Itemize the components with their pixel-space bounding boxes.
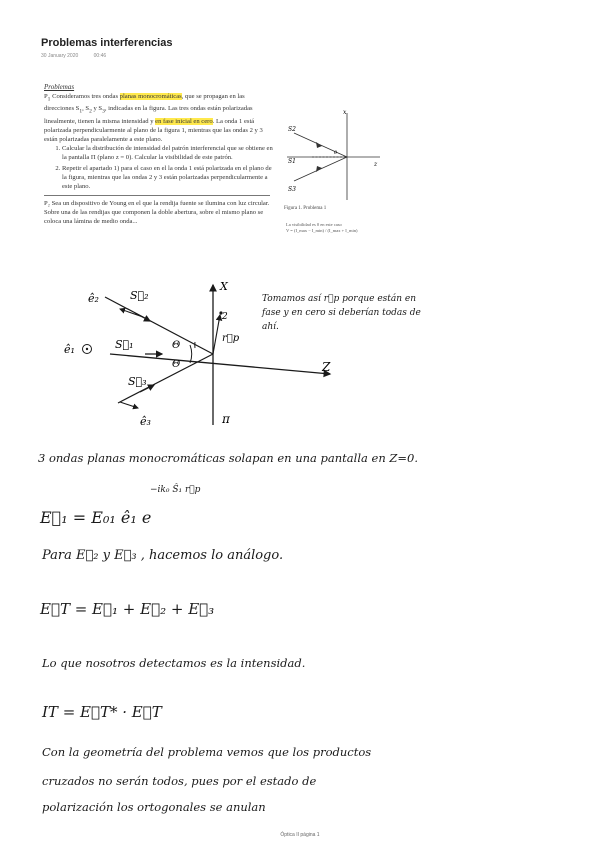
problem-2-text: P₂ Sea un dispositivo de Young en el que la rendija fuente se ilumina con luz circular. Sobre una de las rendijas que componen la doble abertura, sobre el mismo plano se coloca una lámina de medio onda... xyxy=(44,199,270,225)
handwritten-line-7: Con la geometría del problema vemos que los productos xyxy=(42,745,372,759)
p1-text-f: . La onda 1 está polarizada perpendicularmente al plano de la figura 1, mientras que las ondas 2 y 3 están polarizadas paralelamente a este plano. xyxy=(44,117,263,143)
handwritten-line-1: 3 ondas planas monocromáticas solapan en una pantalla en Z=0. xyxy=(38,451,418,465)
handwritten-line-6: IT = E⃗T* · E⃗T xyxy=(42,703,162,721)
highlight-monochromatic: planas monocromáticas xyxy=(119,93,182,100)
p1-text-c: , S xyxy=(82,105,90,113)
page-meta xyxy=(41,53,120,59)
diagram-label-x: X xyxy=(220,280,228,293)
handwritten-note-rp: Tomamos así r⃗p porque están en fase y en cero si deberían todas de ahí. xyxy=(262,294,421,332)
handwritten-line-5: Lo que nosotros detectamos es la intensidad. xyxy=(42,656,306,670)
small-figure-note xyxy=(286,222,358,234)
handwritten-line-8: cruzados no serán todos, pues por el estado de xyxy=(42,774,317,788)
small-fig-z: z xyxy=(374,161,378,168)
diagram-rp-vector xyxy=(213,315,220,354)
p1-text-b: , que se propagan en las direcciones S xyxy=(44,93,245,113)
page-date: 30 January 2020 xyxy=(41,53,79,59)
diagram-label-e3: ê₃ xyxy=(140,415,151,428)
small-fig-theta: θ xyxy=(334,150,338,156)
small-fig-x: x xyxy=(343,109,347,116)
problem-1-items xyxy=(44,144,274,191)
diagram-label-theta-top: Θ xyxy=(172,340,181,351)
divider xyxy=(44,195,270,196)
handwritten-exponent: −ik₀ Ŝ₁ r⃗p xyxy=(150,485,201,495)
diagram-label-z: Z xyxy=(322,360,331,374)
diagram-label-e2: ê₂ xyxy=(88,292,99,305)
small-figure-caption: Figura 1. Problema 1 xyxy=(284,206,327,211)
p1-text-e: , indicadas en la figura. Las tres ondas están polarizadas linealmente, tienen la misma intensidad y xyxy=(44,105,253,125)
page-footer: Óptica II página 1 xyxy=(280,832,320,838)
diagram-label-rp: r⃗p xyxy=(222,333,240,344)
problem-1-text: $P_1$ Consideramos tres ondas planas monocromáticas, que se propagan en las direcciones $S_1$, $S_2$ y $S_3$, indicadas en la figura. Las tres ondas están polarizadas linealmente, tienen la misma intensidad y en fase inicial en cero. La onda 1 está polarizada perpendicularmente al plano de la figura 1, mientras que las ondas 2 y 3 están polarizadas paralelamente a este plano. xyxy=(44,93,263,143)
diagram-label-s2: S⃗₂ xyxy=(130,289,149,302)
page-title: Problemas interferencias xyxy=(41,37,173,49)
diagram-e3-vector xyxy=(120,402,138,408)
handwritten-line-3: Para E⃗₂ y E⃗₃ , hacemos lo análogo. xyxy=(42,548,284,563)
diagram-label-two: 2 xyxy=(222,312,228,322)
small-fig-s1: S1 xyxy=(288,158,296,165)
handwritten-line-2: E⃗₁ = E₀₁ ê₁ e xyxy=(40,508,152,527)
p1-text-d: y S xyxy=(91,105,103,113)
p1-prefix: P xyxy=(44,93,48,100)
diagram-e2-vector xyxy=(120,309,143,317)
small-figure-note-1: La visibilidad es 0 en este caso xyxy=(286,222,342,227)
problem-1-item-1: 1. Calcular la distribución de intensidad del patrón interferencial que se obtiene en la pantalla Π (plano z = 0). Calcular la visibilidad de este patrón. xyxy=(62,144,274,162)
handwritten-line-4: E⃗T = E⃗₁ + E⃗₂ + E⃗₃ xyxy=(40,600,215,618)
printed-excerpt xyxy=(44,83,274,226)
small-figure xyxy=(282,105,382,205)
diagram-label-theta-bottom: Θ xyxy=(172,359,181,370)
diagram-label-e1: ê₁ xyxy=(64,343,75,356)
small-fig-s3: S3 xyxy=(288,186,296,193)
problem-1-item-2: 2. Repetir el apartado 1) para el caso en el la onda 1 está polarizada en el plano de la figura, mientras que las ondas 2 y 3 están polarizadas perpendicularmente a este plano. xyxy=(62,164,274,191)
diagram-label-s1: S⃗₁ xyxy=(115,338,134,351)
p1-text-a: Consideramos tres ondas xyxy=(52,93,120,100)
diagram-label-s3: S⃗₃ xyxy=(128,375,147,388)
small-figure-note-2: V = (I_max − I_min) / (I_max + I_min) xyxy=(286,228,358,233)
diagram-z-axis xyxy=(110,354,330,374)
small-fig-s2: S2 xyxy=(288,126,296,133)
problems-heading: Problemas xyxy=(44,83,75,91)
handwritten-line-9: polarización los ortogonales se anulan xyxy=(42,800,266,814)
p1-num: 1 xyxy=(47,96,51,103)
highlight-initial-phase: en fase inicial en cero xyxy=(155,117,213,125)
page-time: 00:46 xyxy=(93,53,107,59)
diagram-label-pi: π xyxy=(222,412,230,426)
